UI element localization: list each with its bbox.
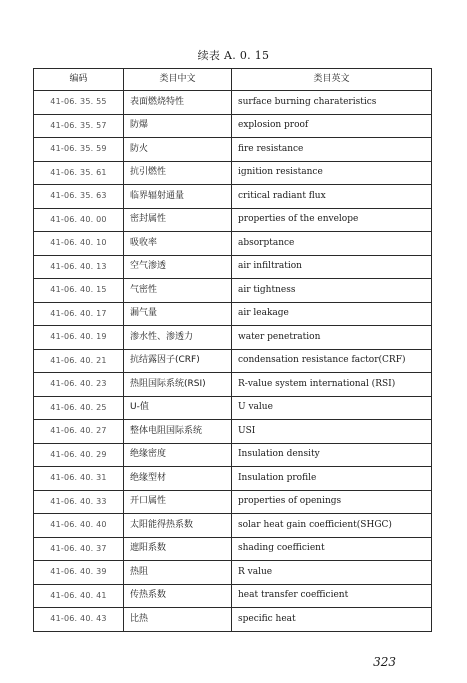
table-row bbox=[34, 349, 432, 373]
code-cell: 41-06. 40. 17 bbox=[34, 302, 124, 326]
chinese-name-cell: 吸收率 bbox=[124, 232, 232, 256]
page-number: 323 bbox=[373, 655, 396, 669]
english-name-cell: USI bbox=[232, 420, 432, 444]
code-cell: 41-06. 35. 61 bbox=[34, 161, 124, 185]
english-name-cell: R-value system international (RSI) bbox=[232, 373, 432, 397]
chinese-name-cell: 气密性 bbox=[124, 279, 232, 303]
table-row bbox=[34, 537, 432, 561]
code-cell: 41-06. 40. 43 bbox=[34, 608, 124, 632]
english-name-cell: air tightness bbox=[232, 279, 432, 303]
table-row bbox=[34, 138, 432, 162]
code-cell: 41-06. 35. 57 bbox=[34, 114, 124, 138]
chinese-name-cell: 防火 bbox=[124, 138, 232, 162]
table-row bbox=[34, 490, 432, 514]
table-row bbox=[34, 208, 432, 232]
code-cell: 41-06. 40. 23 bbox=[34, 373, 124, 397]
english-name-cell: water penetration bbox=[232, 326, 432, 350]
table-row bbox=[34, 326, 432, 350]
chinese-name-cell: 漏气量 bbox=[124, 302, 232, 326]
table-header-row bbox=[34, 69, 432, 91]
table-row bbox=[34, 255, 432, 279]
english-name-cell: condensation resistance factor(CRF) bbox=[232, 349, 432, 373]
english-name-cell: shading coefficient bbox=[232, 537, 432, 561]
english-name-cell: fire resistance bbox=[232, 138, 432, 162]
chinese-name-cell: 渗水性、渗透力 bbox=[124, 326, 232, 350]
table-row bbox=[34, 161, 432, 185]
code-cell: 41-06. 35. 55 bbox=[34, 91, 124, 115]
classification-table bbox=[33, 68, 432, 632]
code-cell: 41-06. 40. 13 bbox=[34, 255, 124, 279]
chinese-name-cell: 热阻国际系统(RSI) bbox=[124, 373, 232, 397]
code-cell: 41-06. 40. 21 bbox=[34, 349, 124, 373]
code-cell: 41-06. 40. 19 bbox=[34, 326, 124, 350]
chinese-name-cell: 绝缘型材 bbox=[124, 467, 232, 491]
code-cell: 41-06. 40. 41 bbox=[34, 584, 124, 608]
english-name-cell: absorptance bbox=[232, 232, 432, 256]
english-name-cell: Insulation profile bbox=[232, 467, 432, 491]
code-cell: 41-06. 40. 29 bbox=[34, 443, 124, 467]
chinese-name-cell: 表面燃烧特性 bbox=[124, 91, 232, 115]
english-name-cell: ignition resistance bbox=[232, 161, 432, 185]
table-row bbox=[34, 420, 432, 444]
code-cell: 41-06. 40. 15 bbox=[34, 279, 124, 303]
table-row bbox=[34, 114, 432, 138]
code-cell: 41-06. 35. 63 bbox=[34, 185, 124, 209]
english-name-cell: air leakage bbox=[232, 302, 432, 326]
english-name-cell: explosion proof bbox=[232, 114, 432, 138]
english-name-cell: heat transfer coefficient bbox=[232, 584, 432, 608]
chinese-name-cell: 防爆 bbox=[124, 114, 232, 138]
table-row bbox=[34, 443, 432, 467]
english-name-cell: properties of the envelope bbox=[232, 208, 432, 232]
table-row bbox=[34, 608, 432, 632]
code-cell: 41-06. 40. 25 bbox=[34, 396, 124, 420]
table-row bbox=[34, 514, 432, 538]
table-row bbox=[34, 91, 432, 115]
table-row bbox=[34, 185, 432, 209]
chinese-name-cell: 开口属性 bbox=[124, 490, 232, 514]
english-name-cell: R value bbox=[232, 561, 432, 585]
chinese-name-cell: 比热 bbox=[124, 608, 232, 632]
table-row bbox=[34, 232, 432, 256]
table-row bbox=[34, 279, 432, 303]
table-caption: 续表 A. 0. 15 bbox=[197, 49, 270, 62]
chinese-name-cell: 抗结露因子(CRF) bbox=[124, 349, 232, 373]
table-row bbox=[34, 561, 432, 585]
english-name-cell: surface burning charateristics bbox=[232, 91, 432, 115]
table-body bbox=[34, 91, 432, 632]
code-cell: 41-06. 40. 37 bbox=[34, 537, 124, 561]
chinese-name-cell: 绝缘密度 bbox=[124, 443, 232, 467]
code-cell: 41-06. 40. 10 bbox=[34, 232, 124, 256]
english-name-cell: U value bbox=[232, 396, 432, 420]
english-name-cell: Insulation density bbox=[232, 443, 432, 467]
table-row bbox=[34, 373, 432, 397]
chinese-name-cell: 临界辐射通量 bbox=[124, 185, 232, 209]
chinese-name-cell: 空气渗透 bbox=[124, 255, 232, 279]
english-name-cell: air infiltration bbox=[232, 255, 432, 279]
english-name-cell: solar heat gain coefficient(SHGC) bbox=[232, 514, 432, 538]
table-row bbox=[34, 584, 432, 608]
table-row bbox=[34, 302, 432, 326]
english-name-cell: critical radiant flux bbox=[232, 185, 432, 209]
chinese-name-cell: U-值 bbox=[124, 396, 232, 420]
chinese-name-cell: 热阻 bbox=[124, 561, 232, 585]
table-row bbox=[34, 396, 432, 420]
code-cell: 41-06. 40. 33 bbox=[34, 490, 124, 514]
code-cell: 41-06. 40. 40 bbox=[34, 514, 124, 538]
header-chinese-name: 类目中文 bbox=[124, 69, 232, 91]
chinese-name-cell: 传热系数 bbox=[124, 584, 232, 608]
code-cell: 41-06. 40. 31 bbox=[34, 467, 124, 491]
english-name-cell: properties of openings bbox=[232, 490, 432, 514]
code-cell: 41-06. 35. 59 bbox=[34, 138, 124, 162]
table-row bbox=[34, 467, 432, 491]
chinese-name-cell: 太阳能得热系数 bbox=[124, 514, 232, 538]
english-name-cell: specific heat bbox=[232, 608, 432, 632]
chinese-name-cell: 抗引燃性 bbox=[124, 161, 232, 185]
code-cell: 41-06. 40. 27 bbox=[34, 420, 124, 444]
chinese-name-cell: 遮阳系数 bbox=[124, 537, 232, 561]
chinese-name-cell: 整体电阻国际系统 bbox=[124, 420, 232, 444]
header-english-name: 类目英文 bbox=[232, 69, 432, 91]
code-cell: 41-06. 40. 39 bbox=[34, 561, 124, 585]
header-code: 编码 bbox=[34, 69, 124, 91]
chinese-name-cell: 密封属性 bbox=[124, 208, 232, 232]
code-cell: 41-06. 40. 00 bbox=[34, 208, 124, 232]
